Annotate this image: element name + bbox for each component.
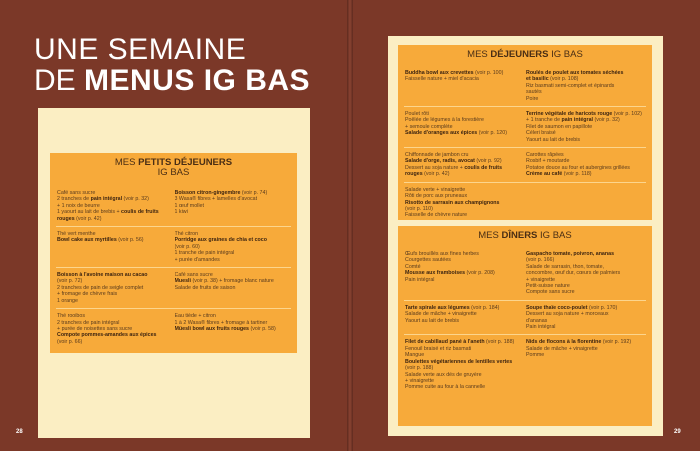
menu-line: rouges (voir p. 42) (405, 171, 450, 178)
menu-line: Pomme cuite au four à la cannelle (405, 384, 486, 391)
menu-line: + fromage de chèvre frais (57, 291, 118, 298)
menu-line: + 1 noix de beurre (57, 202, 100, 209)
menu-cell (404, 300, 525, 335)
lunch-heading-bold: DÉJEUNERS (490, 49, 549, 60)
breakfast-grid (50, 186, 297, 349)
menu-line: Poire (526, 95, 539, 102)
menu-line: Crème au café (voir p. 118) (526, 171, 592, 178)
menu-line: Salade de mâche + vinaigrette (405, 311, 477, 318)
menu-line: Poêlée de légumes à la forestière (405, 117, 484, 124)
dinner-menu-box (398, 226, 652, 426)
menu-line: + vinaigrette (526, 276, 556, 283)
menu-line: Faisselle de chèvre nature (405, 212, 468, 219)
menu-line: Compote pommes-amandes aux épices (57, 332, 157, 339)
dinner-heading-prefix: MES (478, 230, 502, 241)
lunch-heading-suffix: IG BAS (548, 49, 583, 60)
menu-cell (525, 300, 646, 335)
menu-line: Céleri braisé (526, 130, 556, 137)
lunch-menu-box (398, 45, 652, 220)
lunch-grid (398, 66, 652, 223)
breakfast-heading-sub: IG BAS (157, 167, 190, 178)
menu-line: + 1 tranche de pain intégral (voir p. 32) (526, 117, 620, 124)
breakfast-heading-bold: PETITS DÉJEUNERS (138, 157, 233, 168)
menu-cell (174, 267, 292, 308)
menu-line: Faisselle nature + miel d'acacia (405, 76, 479, 83)
lunch-heading (398, 45, 652, 60)
menu-line: (voir p. 188) (405, 365, 434, 372)
menu-line: 1 orange (57, 297, 78, 304)
menu-line: Thé rooibos (57, 313, 85, 320)
menu-line: Pomme (526, 352, 545, 359)
menu-line: Carottes râpées (526, 152, 564, 159)
menu-line: 3 Wasa® fibres + lamelles d'avocat (174, 196, 258, 203)
menu-cell (525, 182, 646, 223)
menu-line: Gaspacho tomate, poivron, ananas (526, 251, 615, 257)
menu-line: Thé citron (174, 231, 199, 238)
menu-cell (56, 308, 174, 349)
menu-line: Salade d'oranges aux épices (voir p. 120) (405, 130, 507, 137)
dinner-heading-suffix: IG BAS (537, 230, 572, 241)
menu-line: rouges (voir p. 42) (57, 215, 102, 222)
menu-cell (404, 106, 525, 147)
menu-line: 1 tranche de pain intégral (174, 250, 235, 257)
menu-cell (525, 247, 646, 300)
menu-line: Salade verte aux dés de gruyère (405, 371, 482, 378)
menu-line: + vinaigrette (405, 377, 435, 384)
page-number-right: 29 (674, 429, 681, 435)
menu-line: + purée de noisettes sans sucre (57, 325, 133, 332)
menu-line: Poulet rôti (405, 111, 429, 118)
menu-cell (56, 226, 174, 267)
menu-line: Fenouil braisé et riz basmati (405, 345, 472, 352)
menu-line: Yaourt au lait de brebis (405, 317, 460, 324)
menu-line: (voir p. 110) (405, 205, 433, 212)
menu-line: Mangue (405, 352, 425, 359)
menu-cell (404, 182, 525, 223)
menu-line: Café sans sucre (57, 190, 96, 196)
menu-line: Petit-suisse nature (526, 283, 570, 290)
menu-line: Muesli (voir p. 38) + fromage blanc nature (174, 278, 274, 285)
menu-cell (525, 66, 646, 106)
dinner-heading-bold: DÎNERS (501, 230, 538, 241)
menu-line: Filet de cabillaud pané à l'aneth (voir p. 188) (405, 339, 515, 346)
menu-line: Mousse aux framboises (voir p. 208) (405, 270, 495, 277)
menu-line: Courgettes sautées (405, 257, 451, 264)
menu-line: Risotto de sarrasin aux champignons (405, 199, 500, 206)
menu-line: 2 tranches de pain de seigle complet (57, 284, 144, 291)
page-number-left: 28 (16, 429, 23, 435)
menu-line: Œufs brouillés aux fines herbes (405, 251, 479, 257)
breakfast-menu-box (50, 153, 297, 353)
menu-line: Rôti de porc aux pruneaux (405, 193, 468, 200)
menu-line: Bowl cake aux myrtilles (voir p. 56) (57, 237, 144, 244)
menu-line: Café sans sucre (174, 272, 213, 279)
menu-line: Comté (405, 263, 421, 270)
menu-cell (525, 106, 646, 147)
menu-line: 1 à 2 Wasa® fibres + fromage à tartiner (174, 319, 268, 326)
menu-line: Salade de sarrasin, thon, tomate, (526, 263, 605, 270)
menu-line: et basilic (voir p. 108) (526, 76, 579, 83)
title-line-2-prefix: DE (34, 64, 85, 97)
menu-line: (voir p. 66) (57, 338, 83, 345)
menu-line: Pain intégral (405, 276, 435, 283)
dinner-heading (398, 226, 652, 241)
lunch-heading-prefix: MES (467, 49, 491, 60)
menu-cell (174, 226, 292, 267)
menu-line: Boisson citron-gingembre (voir p. 74) (174, 190, 268, 196)
menu-line: Riz basmati semi-complet et épinards (526, 82, 615, 89)
menu-line: Salade de fruits de saison (174, 284, 236, 291)
menu-line: Terrine végétale de haricots rouge (voir p. 102) (526, 111, 642, 118)
menu-line: Boisson à l'avoine maison au cacao (57, 272, 148, 279)
menu-line: Nids de flocons à la florentine (voir p. 192) (526, 339, 632, 346)
menu-line: Eau tiède + citron (174, 313, 216, 320)
book-gutter (347, 0, 353, 451)
menu-line: 2 tranches de pain intégral (57, 319, 120, 326)
menu-cell (404, 334, 525, 394)
menu-line: Potatoe douce au four et aubergines grillées (526, 164, 630, 171)
menu-cell (56, 267, 174, 308)
menu-line: + semoule complète (405, 123, 453, 130)
menu-line: 1 œuf mollet (174, 202, 204, 209)
menu-line: concombre, œuf dur, cœurs de palmiers (526, 270, 621, 277)
menu-cell (525, 147, 646, 182)
menu-cell (404, 247, 525, 300)
menu-line: Thé vert menthe (57, 231, 96, 238)
menu-line: Dessert au soja nature + morceaux (526, 311, 609, 318)
menu-line: 1 kiwi (174, 209, 188, 216)
menu-line: 1 yaourt au lait de brebis + coulis de fruits (57, 209, 159, 216)
title-line-2-bold: MENUS IG BAS (84, 64, 311, 97)
menu-line: Salade d'orge, radis, avocat (voir p. 92) (405, 158, 502, 165)
menu-line: (voir p. 166) (526, 257, 555, 264)
menu-line: Chiffonnade de jambon cru (405, 152, 469, 159)
menu-line: + purée d'amandes (174, 256, 220, 263)
menu-cell (174, 186, 292, 226)
menu-cell (56, 186, 174, 226)
menu-cell (404, 147, 525, 182)
menu-line: Roulés de poulet aux tomates séchées (526, 70, 624, 76)
menu-line: Porridge aux graines de chia et coco (174, 237, 267, 244)
menu-line: Yaourt au lait de brebis (526, 136, 581, 143)
menu-line: Tarte spirale aux légumes (voir p. 184) (405, 304, 500, 311)
menu-line: Pain intégral (526, 324, 556, 331)
menu-line: sautés (526, 89, 542, 96)
menu-line: Boulettes végétariennes de lentilles vertes (405, 358, 513, 365)
menu-line: Compote sans sucre (526, 289, 575, 296)
menu-line: Rosbif + moutarde (526, 158, 570, 165)
menu-line: Salade verte + vinaigrette (405, 186, 466, 193)
breakfast-heading-prefix: MES (114, 157, 139, 168)
menu-line: d'ananas (526, 317, 548, 324)
menu-line: Soupe thaïe coco-poulet (voir p. 170) (526, 304, 618, 311)
menu-line: Dessert au soja nature + coulis de fruits (405, 164, 503, 171)
menu-line: Müesli bowl aux fruits rouges (voir p. 58) (174, 325, 276, 332)
menu-line: Filet de saumon en papillote (526, 123, 593, 130)
menu-cell (174, 308, 292, 349)
menu-cell (525, 334, 646, 394)
breakfast-heading (50, 153, 297, 178)
title-line-1: UNE SEMAINE (34, 33, 247, 66)
menu-line: Salade de mâche + vinaigrette (526, 345, 598, 352)
dinner-grid (398, 247, 652, 395)
menu-cell (404, 66, 525, 106)
menu-line: (voir p. 72) (57, 278, 83, 285)
menu-line: 2 tranches de pain intégral (voir p. 32) (57, 196, 149, 203)
menu-line: (voir p. 60) (174, 243, 200, 250)
menu-line: Buddha bowl aux crevettes (voir p. 100) (405, 70, 504, 76)
page-title (34, 34, 310, 96)
title-line-2 (34, 65, 310, 96)
